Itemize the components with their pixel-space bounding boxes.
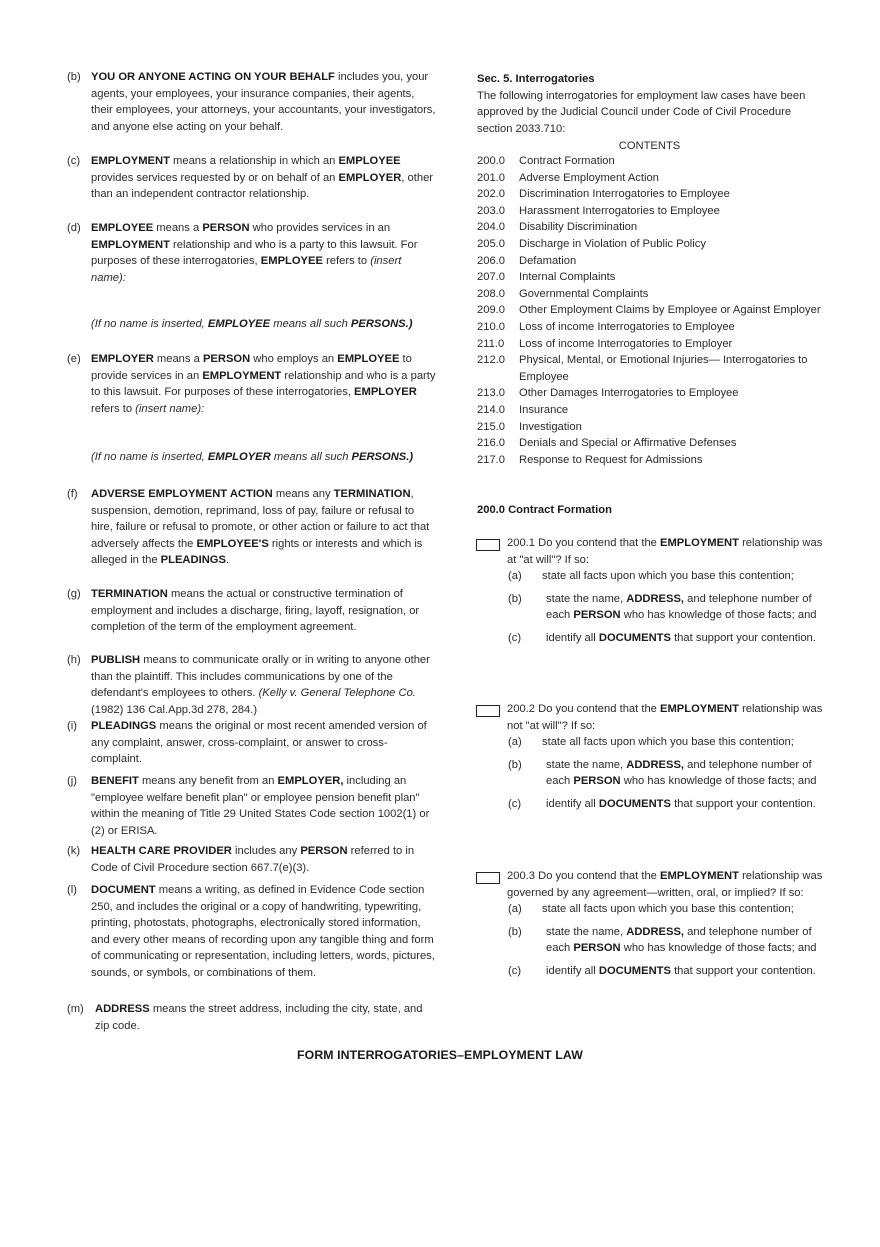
interrogatory-200-1 [476, 535, 826, 647]
interrogatory-200-3 [476, 868, 826, 980]
section-title: Sec. 5. Interrogatories [477, 73, 595, 85]
contents-item [477, 336, 822, 353]
definition-text: ADDRESS means the street address, including the city, state, and zip code. [95, 1003, 423, 1032]
section-header [477, 71, 822, 155]
subitem-label: (a) [508, 903, 522, 916]
interrogatory-text: 200.1 Do you contend that the EMPLOYMENT relationship was at "at will"? If so: [507, 537, 823, 566]
contents-item-title: Internal Complaints [519, 271, 616, 284]
contents-item-number: 212.0 [477, 354, 505, 367]
contents-item [477, 170, 822, 187]
contents-item-title: Other Employment Claims by Employee or Against Employer [519, 304, 821, 317]
contents-item-number: 211.0 [477, 337, 505, 350]
definition-label: (m) [67, 1003, 84, 1015]
contents-item-number: 204.0 [477, 221, 505, 234]
definition-text: ADVERSE EMPLOYMENT ACTION means any TERMINATION, suspension, demotion, reprimand, loss of pay, failure or refusal to hire, failure or refusal to promote, or other action or failure to act that adversely affects the EMPLOYEE'S rights or interests and which is alleged in the PLEADINGS. [91, 488, 430, 567]
definition-l [67, 882, 437, 982]
definition-h [67, 652, 437, 718]
definition-c [67, 153, 437, 203]
form-footer-title: FORM INTERROGATORIES–EMPLOYMENT LAW [297, 1048, 583, 1062]
subitem-c: (c) identify all DOCUMENTS that support your contention. [476, 630, 826, 647]
contents-item-number: 200.0 [477, 155, 505, 167]
contents-heading: CONTENTS [618, 140, 681, 153]
definition-text: TERMINATION means the actual or constructive termination of employment and includes a discharge, firing, layoff, resignation, or completion of the term of the employment agreement. [91, 588, 420, 634]
contents-item-title: Loss of income Interrogatories to Employer [519, 337, 733, 350]
contents-item [477, 286, 822, 303]
definition-text: YOU OR ANYONE ACTING ON YOUR BEHALF includes you, your agents, your employees, your insurance companies, their agents, their employees, your attorneys, your accountants, your investigators, and anyone else acting on your behalf. [91, 71, 436, 133]
subitem-label: (c) [508, 964, 522, 977]
subitem-a: (a) state all facts upon which you base this contention; [476, 734, 826, 751]
contents-item [477, 269, 822, 286]
definition-text: EMPLOYMENT means a relationship in which an EMPLOYEE provides services requested by or on behalf of an EMPLOYER, other than an independent contractor relationship. [91, 155, 434, 201]
contents-item-number: 215.0 [477, 420, 505, 433]
checkbox[interactable] [476, 539, 500, 551]
contents-item-number: 209.0 [477, 304, 505, 317]
checkbox[interactable] [476, 705, 500, 717]
contents-item [477, 236, 822, 253]
subitem-b: (b) state the name, ADDRESS, and telephone number of each PERSON who has knowledge of those facts; and [508, 758, 817, 788]
definition-text: BENEFIT means any benefit from an EMPLOYER, including an "employee welfare benefit plan" or employee pension benefit plan" within the meaning of Title 29 United States Code section 1002(1) or (2) or ERISA. [91, 775, 430, 837]
contents-item [477, 435, 822, 452]
contents-item-number: 203.0 [477, 204, 505, 217]
subitem-a: (a) state all facts upon which you base this contention; [476, 901, 826, 918]
interrogatory-number: 200.2 [507, 703, 535, 715]
contents-item-title: Response to Request for Admissions [519, 453, 703, 466]
definition-label: (k) [67, 845, 81, 857]
interrogatory-number: 200.1 [507, 537, 535, 549]
contents-item-title: Investigation [519, 420, 582, 433]
contents-item [477, 419, 822, 436]
definition-label: (h) [67, 654, 81, 666]
interrogatory-text: 200.3 Do you contend that the EMPLOYMENT relationship was governed by any agreement—written, oral, or implied? If so: [507, 870, 823, 899]
definition-text: PUBLISH means to communicate orally or in writing to anyone other than the plaintiff. This includes communications by one of the defendant's employees to others. (Kelly v. General Telephone Co. (1982) 136 Cal.App.3d 278, 284.) [91, 654, 430, 716]
contents-item-title: Other Damages Interrogatories to Employee [519, 387, 739, 400]
contents-item-number: 217.0 [477, 453, 505, 466]
contents-item-number: 201.0 [477, 171, 505, 184]
definition-text: PLEADINGS means the original or most recent amended version of any complaint, answer, cross-complaint, or answer to cross-complaint. [91, 720, 427, 766]
definition-label: (i) [67, 720, 77, 732]
contents-item [477, 352, 822, 385]
contents-item-title: Discrimination Interrogatories to Employee [519, 188, 730, 201]
definition-label: (g) [67, 588, 81, 600]
subitem-b: (b) state the name, ADDRESS, and telephone number of each PERSON who has knowledge of those facts; and [508, 592, 817, 622]
contents-item-title: Loss of income Interrogatories to Employee [519, 320, 735, 333]
definition-i [67, 718, 437, 768]
definition-b [67, 69, 437, 135]
subitem-label: (b) [508, 592, 522, 605]
contents-item-number: 216.0 [477, 437, 505, 450]
subitem-label: (c) [508, 631, 522, 644]
definition-label: (e) [67, 353, 81, 365]
subitem-label: (b) [508, 758, 522, 771]
definition-k [67, 843, 437, 876]
contents-item-title: Contract Formation [519, 155, 615, 167]
contents-item [477, 452, 822, 469]
subitem-a: (a) state all facts upon which you base this contention; [476, 568, 826, 585]
definition-label: (b) [67, 71, 81, 83]
contents-item-title: Denials and Special or Affirmative Defenses [519, 437, 737, 450]
contents-item [477, 219, 822, 236]
interrogatory-number: 200.3 [507, 870, 535, 882]
contents-item [477, 253, 822, 270]
contract-formation-heading: 200.0 Contract Formation [477, 504, 612, 516]
definition-d [67, 220, 437, 286]
interrogatory-200-2 [476, 701, 826, 813]
definition-e-note: (If no name is inserted, EMPLOYER means all such PERSONS.) [91, 451, 414, 463]
contents-item-title: Harassment Interrogatories to Employee [519, 204, 720, 217]
definition-text: EMPLOYEE means a PERSON who provides services in an EMPLOYMENT relationship and who is a party to this lawsuit. For purposes of these interrogatories, EMPLOYEE refers to (insert name): [91, 222, 418, 284]
contents-item-title: Governmental Complaints [519, 287, 649, 300]
subitem-label: (a) [508, 736, 522, 749]
contents-item-number: 202.0 [477, 188, 505, 201]
definition-label: (d) [67, 222, 81, 234]
contents-item-title: Insurance [519, 403, 569, 416]
contents-item [477, 319, 822, 336]
definition-label: (f) [67, 488, 78, 500]
definition-e [67, 351, 437, 417]
definition-f [67, 486, 437, 569]
subitem-c: (c) identify all DOCUMENTS that support your contention. [476, 963, 826, 980]
definition-g [67, 586, 437, 636]
contents-item-number: 208.0 [477, 287, 505, 300]
definition-label: (l) [67, 884, 77, 896]
contents-item-number: 213.0 [477, 387, 505, 400]
contents-item-number: 205.0 [477, 237, 505, 250]
contents-item-title: Disability Discrimination [519, 221, 638, 234]
definition-text: DOCUMENT means a writing, as defined in Evidence Code section 250, and includes the original or a copy of handwriting, typewriting, printing, photostats, photographs, electronically stored information, and every other means of recording upon any tangible thing and form of communicating or representation, including letters, words, pictures, sounds, or symbols, or combinations of them. [91, 884, 435, 979]
section-intro: The following interrogatories for employment law cases have been approved by the Judicial Council under Code of Civil Procedure section 2033.710: [477, 89, 806, 135]
contents-item-title: Defamation [519, 254, 577, 267]
contents-item-number: 207.0 [477, 271, 505, 284]
contents-list [477, 153, 822, 468]
interrogatory-text: 200.2 Do you contend that the EMPLOYMENT relationship was not "at will"? If so: [507, 703, 823, 732]
contents-item [477, 302, 822, 319]
subitem-b: (b) state the name, ADDRESS, and telephone number of each PERSON who has knowledge of those facts; and [508, 925, 817, 955]
contents-item-number: 206.0 [477, 254, 505, 267]
definition-text: EMPLOYER means a PERSON who employs an EMPLOYEE to provide services in an EMPLOYMENT relationship and who is a party to this lawsuit. For purposes of these interrogatories, EMPLOYER refers to (insert name): [91, 353, 436, 415]
contents-item [477, 402, 822, 419]
definition-j [67, 773, 437, 839]
subitem-c: (c) identify all DOCUMENTS that support your contention. [476, 796, 826, 813]
definition-m [67, 1001, 437, 1034]
definition-label: (j) [67, 775, 77, 787]
contents-item-title: Physical, Mental, or Emotional Injuries— Interrogatories to Employee [519, 354, 808, 383]
definition-text: HEALTH CARE PROVIDER includes any PERSON referred to in Code of Civil Procedure section 667.7(e)(3). [91, 845, 415, 874]
subitem-label: (b) [508, 925, 522, 938]
contents-item-title: Adverse Employment Action [519, 171, 659, 184]
checkbox[interactable] [476, 872, 500, 884]
definition-d-note: (If no name is inserted, EMPLOYEE means all such PERSONS.) [91, 318, 413, 330]
contents-item-title: Discharge in Violation of Public Policy [519, 237, 706, 250]
subitem-label: (a) [508, 570, 522, 583]
contents-item [477, 203, 822, 220]
contents-item-number: 214.0 [477, 403, 505, 416]
contents-item [477, 153, 822, 170]
contents-item [477, 385, 822, 402]
contents-item-number: 210.0 [477, 320, 505, 333]
subitem-label: (c) [508, 797, 522, 810]
contents-item [477, 186, 822, 203]
definition-label: (c) [67, 155, 81, 167]
